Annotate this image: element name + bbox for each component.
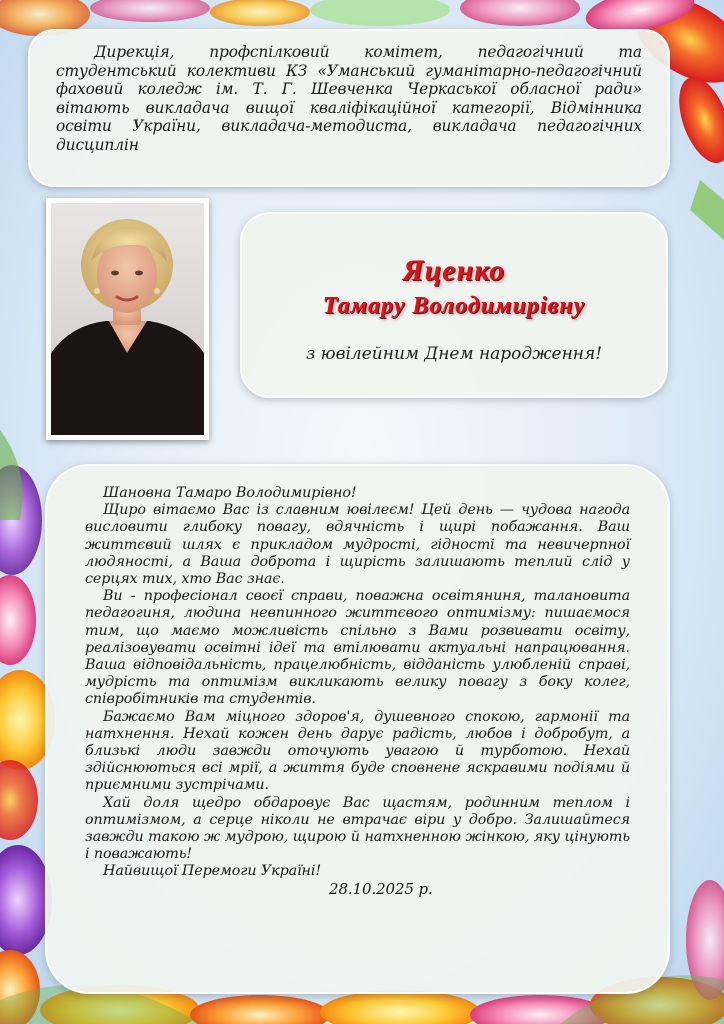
letter-panel [45,464,670,994]
letter-paragraph-4: Хай доля щедро обдаровує Вас щастям, родинним теплом і оптимізмом, а серце ніколи не втрачає віри у добро. Залишайтеся завжди такою ж мудрою, щирою й натхненною жінкою, яку цінують і поважають! [85,794,630,863]
letter-closing: Найвищої Перемоги Україні! [103,863,321,880]
honoree-panel [240,212,668,398]
letter-date: 28.10.2025 р. [329,879,433,898]
portrait-image [51,203,204,435]
honoree-given-names: Тамару Володимирівну [322,293,586,319]
letter-greeting: Шановна Тамаро Володимирівно! [103,485,357,501]
honoree-surname: Яценко [402,254,506,287]
intro-panel [28,29,670,187]
portrait-photo [46,198,209,440]
occasion-text: з ювілейним Днем народження! [305,344,603,364]
intro-text: Дирекція, профспілковий комітет, педагогічний та студентський колективи КЗ «Уманський гуманітарно-педагогічний фаховий коледж ім. Т. Г. Шевченка Черкаської обласної ради» вітають викладача вищої кваліфікаційної категорії, Відмінника освіти України, викладача-методиста, викладача педагогічних дисциплін [56,43,642,154]
letter-paragraph-1: Щиро вітаємо Вас із славним ювілеєм! Цей день — чудова нагода висловити глибоку повагу, вдячність і щирі побажання. Ваш життєвий шлях є прикладом мудрості, гідності та невичерпної людяності, а Ваша доброта і щирість залишають теплий слід у серцях тих, хто Вас знає. [85,502,630,588]
letter-paragraph-3: Бажаємо Вам міцного здоров'я, душевного спокою, гармонії та натхнення. Нехай кожен день дарує радість, любов і добробут, а близькі люди завжди оточують увагою й турботою. Нехай здійснюються всі мрії, а життя буде сповнене яскравими подіями й приємними зустрічами. [85,708,630,794]
letter-paragraph-2: Ви - професіонал своєї справи, поважна освітяниня, талановита педагогиня, людина невпинного життєвого оптимізму: пишаємося тим, що маємо можливість спільно з Вами розвивати освіту, реалізовувати освітні ідеї та втілювати актуальні напрацювання. Ваша відповідальність, працелюбність, відданість улюбленій справі, мудрість та оптимізм викликають велику повагу з боку колег, співробітників та студентів. [85,588,630,708]
